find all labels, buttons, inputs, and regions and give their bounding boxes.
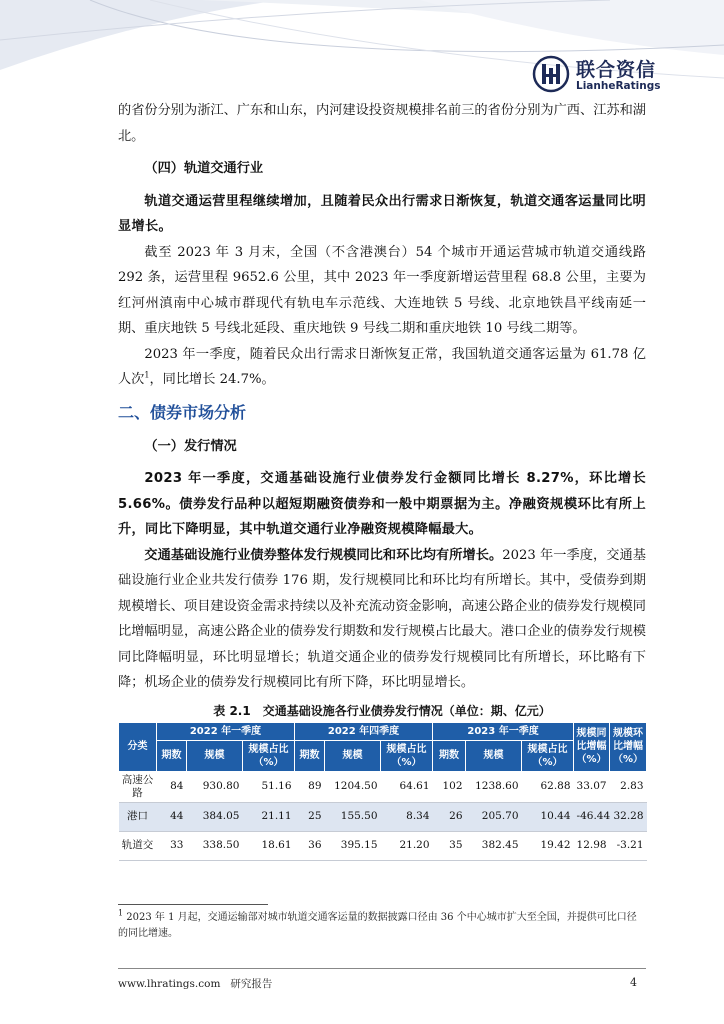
rail-summary: 轨道交通运营里程继续增加，且随着民众出行需求日渐恢复，轨道交通客运量同比明显增长。 — [118, 193, 646, 234]
table-row — [119, 831, 647, 860]
header-share: 规模占比（%） — [522, 740, 574, 771]
cell: -46.44 — [574, 802, 610, 831]
ridership-text-a: 2023 年一季度，随着民众出行需求日渐恢复正常，我国轨道交通客运量为 61.78 亿人次 — [118, 346, 646, 387]
cell: 62.88 — [522, 771, 574, 802]
cell: 205.70 — [466, 802, 522, 831]
footnote-mark: 1 — [118, 908, 124, 918]
header-share: 规模占比（%） — [243, 740, 295, 771]
cell: 12.98 — [574, 831, 610, 860]
header-scale: 规模 — [466, 740, 522, 771]
cell: 19.42 — [522, 831, 574, 860]
header-period-3: 2023 年一季度 — [433, 722, 574, 740]
heading-issuance: （一）发行情况 — [144, 438, 237, 454]
paragraph-rail-ridership — [118, 342, 646, 393]
issuance-summary: 2023 年一季度，交通基础设施行业债券发行金额同比增长 8.27%，环比增长 5.66%。债券发行品种以超短期融资债券和一般中期票据为主。净融资规模环比有所上升，同比下降明显，其中轨道交通行业净融资规模降幅最大。 — [118, 471, 646, 537]
logo-mark-icon — [532, 55, 570, 93]
cell: 382.45 — [466, 831, 522, 860]
cell: 384.05 — [187, 802, 243, 831]
cell: 64.61 — [381, 771, 433, 802]
header-yoy: 规模同比增幅（%） — [574, 722, 610, 771]
header-count: 期数 — [433, 740, 466, 771]
header-category: 分类 — [119, 722, 157, 771]
paragraph-rail-lines: 截至 2023 年 3 月末，全国（不含港澳台）54 个城市开通运营城市轨道交通线路 292 条，运营里程 9652.6 公里，其中 2023 年一季度新增运营里程 68.8 公里，主要为红河州滇南中心城市群现代有轨电车示范线、大连地铁 5 号线、北京地铁昌平线南延一期、重庆地铁 5 号线北延段、重庆地铁 9 号线二期和重庆地铁 10 号线二期等。 — [118, 244, 646, 336]
report-body — [118, 98, 646, 861]
cell: 8.34 — [381, 802, 433, 831]
footer-divider — [118, 968, 646, 969]
cell: 33.07 — [574, 771, 610, 802]
brand-name-en: LianheRatings — [576, 80, 661, 92]
table-row — [119, 771, 647, 802]
cell: 21.11 — [243, 802, 295, 831]
footer-left — [118, 976, 272, 991]
cell: 32.28 — [610, 802, 647, 831]
cell: 89 — [295, 771, 325, 802]
table-row — [119, 802, 647, 831]
cell: 25 — [295, 802, 325, 831]
cell: 338.50 — [187, 831, 243, 860]
paragraph-provinces: 的省份分别为浙江、广东和山东，内河建设投资规模排名前三的省份分别为广西、江苏和湖北。 — [118, 103, 646, 144]
cell: 33 — [157, 831, 187, 860]
cell: 51.16 — [243, 771, 295, 802]
cell: 18.61 — [243, 831, 295, 860]
header-period-1: 2022 年一季度 — [157, 722, 295, 740]
cell: 21.20 — [381, 831, 433, 860]
footnote-text: 2023 年 1 月起，交通运输部对城市轨道交通客运量的数据披露口径由 36 个中心城市扩大至全国，并提供可比口径的同比增速。 — [118, 912, 637, 939]
header-wave-left — [0, 0, 280, 70]
footer-label: 研究报告 — [230, 978, 273, 990]
cell: 84 — [157, 771, 187, 802]
cell: 44 — [157, 802, 187, 831]
cell: 395.15 — [325, 831, 381, 860]
cell: 1238.60 — [466, 771, 522, 802]
cell: 26 — [433, 802, 466, 831]
row-category: 港口 — [119, 802, 157, 831]
paragraph-issuance — [118, 543, 646, 696]
cell: 2.83 — [610, 771, 647, 802]
header-period-2: 2022 年四季度 — [295, 722, 433, 740]
header-scale: 规模 — [187, 740, 243, 771]
row-category: 轨道交 — [119, 831, 157, 860]
cell: 10.44 — [522, 802, 574, 831]
header-scale: 规模 — [325, 740, 381, 771]
header-count: 期数 — [295, 740, 325, 771]
cell: 35 — [433, 831, 466, 860]
cell: 36 — [295, 831, 325, 860]
heading-rail-transit: （四）轨道交通行业 — [144, 161, 264, 176]
header-share: 规模占比（%） — [381, 740, 433, 771]
cell: 155.50 — [325, 802, 381, 831]
footnote-ref[interactable]: 1 — [144, 370, 150, 380]
header-wave-right — [420, 0, 724, 55]
bond-issuance-table — [118, 722, 647, 861]
cell: 1204.50 — [325, 771, 381, 802]
brand-logo — [532, 55, 692, 99]
page-number: 4 — [630, 976, 637, 989]
cell: -3.21 — [610, 831, 647, 860]
issuance-lead: 交通基础设施行业债券整体发行规模同比和环比均有所增长。 — [144, 547, 503, 563]
header-qoq: 规模环比增幅（%） — [610, 722, 647, 771]
footnote — [118, 910, 646, 942]
ridership-text-b: ，同比增长 24.7%。 — [149, 372, 275, 387]
footer-site-link[interactable]: www.lhratings.com — [118, 978, 221, 990]
cell: 102 — [433, 771, 466, 802]
section-bond-market: 二、债券市场分析 — [118, 402, 247, 422]
cell: 930.80 — [187, 771, 243, 802]
table-title: 表 2.1 交通基础设施各行业债券发行情况（单位：期、亿元） — [213, 703, 551, 718]
header-count: 期数 — [157, 740, 187, 771]
row-category: 高速公路 — [119, 771, 157, 802]
footnote-divider — [118, 904, 268, 905]
brand-name-cn: 联合资信 — [576, 59, 657, 81]
issuance-rest: 2023 年一季度，交通基础设施行业企业共发行债券 176 期，发行规模同比和环比均有所增长。其中，受债券到期规模增长、项目建设资金需求持续以及补充流动资金影响，高速公路企业的债券发行规模同比增幅明显，高速公路企业的债券发行期数和发行规模占比最大。港口企业的债券发行规模同比降幅明显，环比明显增长；轨道交通企业的债券发行规模同比有所增长，环比略有下降；机场企业的债券发行规模同比有所下降，环比明显增长。 — [118, 547, 646, 690]
